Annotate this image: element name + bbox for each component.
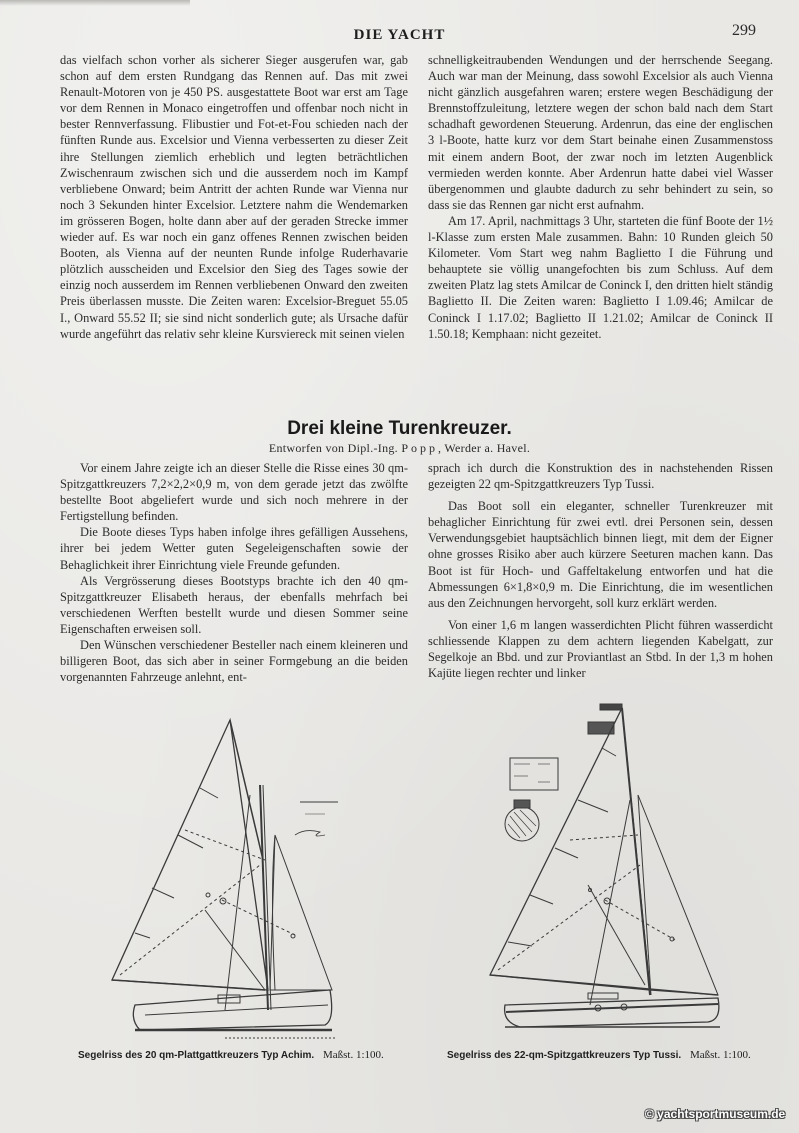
byline-author: Popp [401,441,438,455]
paragraph: Die Boote dieses Typs haben infolge ihres gefälligen Aussehens, ihrer bei jedem Wetter guten Segeleigenschaften sowie der Behaglichkeit ihrer Einrichtung viele Freunde gefunden. [60,525,408,572]
byline-suffix: , Werder a. Havel. [438,441,531,455]
paragraph: schnelligkeitraubenden Wendungen und der herrschende Seegang. Auch war man der Meinung, dass sowohl Excelsior als auch Vienna nicht gänzlich ausgefahren waren; erstere wegen Beschädigung der Brennstoffzuleitung, letztere wegen der schon bald nach dem Start schadhaft gewordenen Steuerung. Ardenrun, das eine der englischen 3 l-Boote, hatte kurz vor dem Start beinahe einen Zusammenstoss mit einem andern Boot, der zwar noch im letzten Augenblick vermieden werden konnte. Aber Ardenrun hatte dabei viel Wasser übergenommen und glaubte dadurch zu sehr behindert zu sein, so dass sie das Rennen gar nicht erst aufnahm. [428,53,773,212]
paragraph: Das Boot soll ein eleganter, schneller Turenkreuzer mit behaglicher Einrichtung für zwei evtl. drei Personen sein, dessen Verwendungsgebiet hauptsächlich binnen liegt, mit dem der Eigner ohne grosses Risiko aber auch kürzere Seeturen machen kann. Das Boot ist für Hoch- und Gaffeltakelung entworfen und hat die Abmessungen 6×1,8×0,9 m. Die Einrichtung, die im wesentlichen aus den Zeichnungen hervorgeht, soll kurz erklärt werden. [428,499,773,610]
caption-text: Segelriss des 20 qm-Plattgattkreuzers Typ Achim. [78,1050,315,1061]
caption-scale: Maßst. 1:100. [689,1049,751,1061]
scan-shadow [0,0,190,6]
figure-caption-achim [78,1049,384,1061]
article-byline [0,441,799,456]
paragraph: Als Vergrösserung dieses Bootstyps brachte ich den 40 qm-Spitzgattkreuzer Elisabeth heraus, der ebenfalls mehrfach bei verschiedenen Werften bestellt wurde und diesen Sommer seine Eigenschaften erweisen soll. [60,573,408,636]
continued-article-left-column [60,52,408,342]
figure-caption-tussi [447,1049,751,1061]
sail-plan-tussi-icon [470,690,750,1050]
paragraph: sprach ich durch die Konstruktion des in nachstehenden Rissen gezeigten 22 qm-Spitzgattkreuzers Typ Tussi. [428,461,773,492]
paragraph: das vielfach schon vorher als sicherer Sieger ausgerufen war, gab schon auf dem ersten Rundgang das Rennen auf. Das mit zwei Renault-Motoren von je 450 PS. ausgestattete Boot war erst am Tage vor dem Rennen in Monaco eingetroffen und offenbar noch nicht in bester Rennverfassung. Flibustier und Fot-et-Fou schieden nach der fünften Runde aus. Excelsior und Vienna verbesserten zu dieser Zeit ihre Stellungen ziemlich erheblich und legten beträchtlichen Zwischenraum zwischen sich und die ausserdem noch im Kampf verbliebene Onward; beim Antritt der achten Runde war Vienna nur noch 3 Sekunden hinter Excelsior. Letztere nahm die Wendemarken im grösseren Bogen, holte dann aber auf der geraden Strecke immer wieder auf. Es war noch ein ganz offenes Rennen zwischen beiden Booten, als Vienna auf der neunten Runde infolge Ruderhavarie plötzlich ausscheiden und Excelsior den Sieg des Tages sowie der einzig noch ausserdem im Rennen verbliebenen Onward den zweiten Preis überlassen musste. Die Zeiten waren: Excelsior-Breguet 55.05 I., Onward 55.52 II; sie sind nicht sonderlich gute; als Ursache dafür wurde angeführt das relativ sehr kleine Kursviereck mit seinen vielen [60,53,408,341]
paragraph: Den Wünschen verschiedener Besteller nach einem kleineren und billigeren Boot, das sich aber in seiner Formgebung an die beiden vorgenannten Fahrzeuge anlehnt, ent- [60,638,408,685]
running-title: DIE YACHT [353,27,446,43]
paragraph: Vor einem Jahre zeigte ich an dieser Stelle die Risse eines 30 qm-Spitzgattkreuzers 7,2×2,2×0,9 m, von dem gerade jetzt das zwölfte bestellte Boot abgeliefert wurde und sich noch mehrere in der Fertigstellung befinden. [60,461,408,524]
paragraph: Am 17. April, nachmittags 3 Uhr, starteten die fünf Boote der 1½ l-Klasse zum ersten Male zusammen. Bahn: 10 Runden gleich 50 Kilometer. Vom Start weg nahm Baglietto I die Führung und behauptete sie völlig unangefochten bis zum Schluss. Auf dem zweiten Platz lag stets Amilcar de Coninck I, den dritten hielt ständig Baglietto II. Die Zeiten waren: Baglietto I 1.09.46; Amilcar de Coninck I 1.17.02; Baglietto II 1.21.02; Amilcar de Coninck II 1.50.18; Kemphaan: nicht gezeitet. [428,213,773,341]
page-number: 299 [732,22,756,39]
continued-article-right-column [428,52,773,342]
article-left-column [60,460,408,685]
article-right-column [428,460,773,681]
watermark: © yachtsportmuseum.de [645,1107,786,1121]
paragraph: Von einer 1,6 m langen wasserdichten Plicht führen wasserdicht schliessende Klappen zu dem achtern liegenden Kabelgatt, zur Segelkoje an Bbd. und zur Proviantlast an Stbd. In der 1,3 m hohen Kajüte liegen rechter und linker [428,617,773,681]
byline-prefix: Entworfen von Dipl.-Ing. [268,441,398,455]
sail-plan-achim-icon [100,690,420,1050]
caption-scale: Maßst. 1:100. [322,1049,384,1061]
caption-text: Segelriss des 22-qm-Spitzgattkreuzers Typ Tussi. [447,1050,682,1061]
article-title: Drei kleine Turenkreuzer. [287,418,512,439]
